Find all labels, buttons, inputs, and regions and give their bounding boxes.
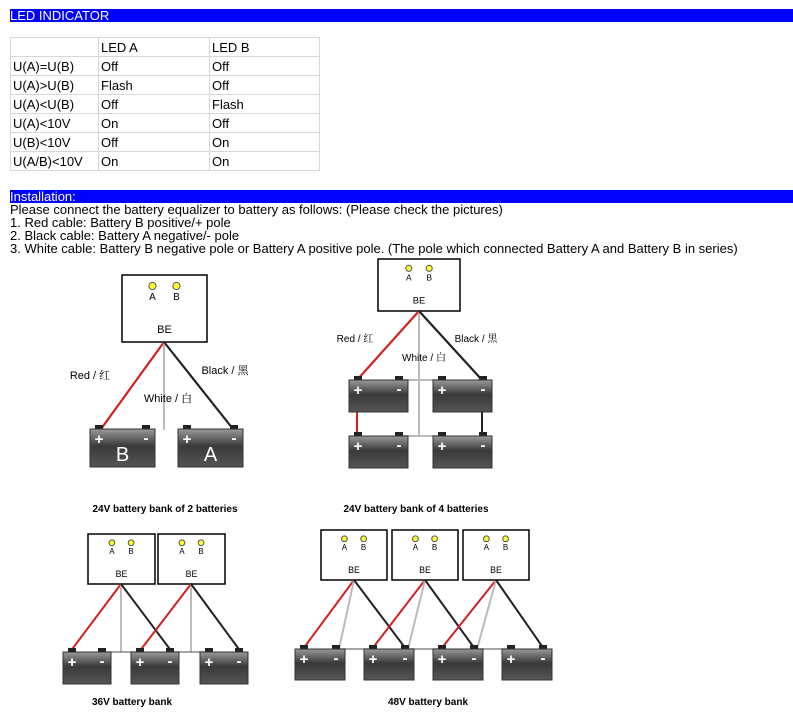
led-b-state-cell: Off <box>210 57 320 76</box>
positive-terminal-label: + <box>299 651 309 668</box>
led-a-indicator <box>406 265 412 271</box>
battery <box>364 645 414 680</box>
led-b-label: B <box>360 543 367 552</box>
battery <box>349 432 408 468</box>
condition-cell: U(B)<10V <box>11 133 99 152</box>
led-b-indicator <box>361 536 367 542</box>
condition-cell: U(A)>U(B) <box>11 76 99 95</box>
led-b-state-cell: Flash <box>210 95 320 114</box>
negative-terminal-label: - <box>99 653 105 670</box>
negative-terminal-label: - <box>167 653 173 670</box>
battery <box>502 645 552 680</box>
positive-terminal-label: + <box>67 654 77 671</box>
positive-terminal-label: + <box>135 654 145 671</box>
instruction-red-cable: 1. Red cable: Battery B positive/+ pole <box>10 215 231 230</box>
caption-24v-2-batteries: 24V battery bank of 2 batteries <box>92 504 238 515</box>
led-a-state-cell: Off <box>99 95 210 114</box>
negative-terminal-label: - <box>471 650 477 667</box>
led-a-indicator <box>179 540 185 546</box>
led-a-label: A <box>412 543 419 552</box>
led-b-state-cell: Off <box>210 76 320 95</box>
positive-terminal-label: + <box>353 382 363 399</box>
battery-equalizer <box>158 534 225 584</box>
table-header-cell: LED A <box>99 38 210 57</box>
led-b-label: B <box>431 543 438 552</box>
white-wire-label: White / 白 <box>402 353 446 364</box>
positive-terminal-label: + <box>94 431 104 448</box>
equalizer-label: BE <box>490 564 502 575</box>
battery-equalizer <box>122 275 207 342</box>
equalizer-label: BE <box>348 564 360 575</box>
table-header-cell: LED B <box>210 38 320 57</box>
led-b-state-cell: Off <box>210 114 320 133</box>
led-b-label: B <box>198 547 204 556</box>
positive-terminal-label: + <box>437 382 447 399</box>
condition-cell: U(A/B)<10V <box>11 152 99 171</box>
led-b-indicator <box>432 536 438 542</box>
led-a-label: A <box>341 543 348 552</box>
condition-cell: U(A)=U(B) <box>11 57 99 76</box>
led-a-label: A <box>179 547 185 556</box>
battery-equalizer <box>392 530 458 580</box>
battery <box>131 648 179 684</box>
black-wire <box>419 311 482 380</box>
battery-letter: B <box>115 444 130 466</box>
white-wire-label: White / 白 <box>143 393 193 405</box>
positive-terminal-label: + <box>437 651 447 668</box>
condition-cell: U(A)<10V <box>11 114 99 133</box>
equalizer-label: BE <box>185 568 198 579</box>
battery <box>178 425 243 467</box>
negative-terminal-label: - <box>333 650 339 667</box>
battery <box>433 432 492 468</box>
led-a-label: A <box>405 272 412 283</box>
red-wire-label: Red / 红 <box>336 334 374 345</box>
negative-terminal-label: - <box>231 430 237 447</box>
led-a-state-cell: On <box>99 152 210 171</box>
battery <box>63 648 111 684</box>
led-b-label: B <box>502 543 509 552</box>
instruction-black-cable: 2. Black cable: Battery A negative/- pole <box>10 228 240 243</box>
installation-heading: Installation: <box>10 190 793 203</box>
negative-terminal-label: - <box>236 653 242 670</box>
condition-cell: U(A)<U(B) <box>11 95 99 114</box>
led-b-state-cell: On <box>210 152 320 171</box>
black-wire-label: Black / 黑 <box>454 334 498 345</box>
led-b-indicator <box>426 265 432 271</box>
led-b-indicator <box>173 282 180 289</box>
positive-terminal-label: + <box>204 654 214 671</box>
instruction-white-cable: 3. White cable: Battery B negative pole or Battery A positive pole. (The pole which connected Battery A and Battery B in series) <box>10 241 738 256</box>
equalizer-label: BE <box>419 564 431 575</box>
led-a-state-cell: Off <box>99 133 210 152</box>
red-wire <box>101 342 164 429</box>
battery <box>433 376 492 412</box>
led-a-label: A <box>149 292 156 303</box>
positive-terminal-label: + <box>506 651 516 668</box>
led-a-indicator <box>484 536 490 542</box>
led-a-indicator <box>413 536 419 542</box>
negative-terminal-label: - <box>540 650 546 667</box>
caption-24v-4-batteries: 24V battery bank of 4 batteries <box>343 504 489 515</box>
led-a-indicator <box>109 540 115 546</box>
battery <box>200 648 248 684</box>
negative-terminal-label: - <box>396 437 402 454</box>
red-wire <box>357 311 419 380</box>
led-indicator-heading: LED INDICATOR <box>10 9 793 22</box>
black-wire <box>191 584 241 652</box>
red-wire-label: Red / 红 <box>69 370 111 382</box>
led-b-label: B <box>173 292 180 303</box>
negative-terminal-label: - <box>143 430 149 447</box>
battery-equalizer <box>88 534 155 584</box>
negative-terminal-label: - <box>402 650 408 667</box>
led-a-label: A <box>483 543 490 552</box>
led-a-state-cell: On <box>99 114 210 133</box>
positive-terminal-label: + <box>437 438 447 455</box>
black-wire <box>164 342 233 429</box>
led-b-label: B <box>426 272 433 283</box>
red-wire <box>70 584 121 652</box>
led-a-state-cell: Off <box>99 57 210 76</box>
led-b-indicator <box>198 540 204 546</box>
black-wire <box>496 580 544 649</box>
led-a-label: A <box>109 547 115 556</box>
negative-terminal-label: - <box>480 437 486 454</box>
black-wire-label: Black / 黑 <box>201 365 249 377</box>
equalizer-label: BE <box>157 324 172 336</box>
led-b-state-cell: On <box>210 133 320 152</box>
battery <box>90 425 155 467</box>
equalizer-label: BE <box>412 295 426 306</box>
led-b-indicator <box>503 536 509 542</box>
negative-terminal-label: - <box>396 381 402 398</box>
led-a-indicator <box>342 536 348 542</box>
battery <box>349 376 408 412</box>
caption-48v: 48V battery bank <box>387 697 469 708</box>
battery-letter: A <box>203 444 218 466</box>
led-b-indicator <box>128 540 134 546</box>
battery <box>295 645 345 680</box>
positive-terminal-label: + <box>368 651 378 668</box>
battery-equalizer <box>378 259 460 311</box>
caption-36v: 36V battery bank <box>91 697 173 708</box>
equalizer-label: BE <box>115 568 128 579</box>
negative-terminal-label: - <box>480 381 486 398</box>
battery-equalizer <box>321 530 387 580</box>
led-b-label: B <box>128 547 134 556</box>
instruction-intro: Please connect the battery equalizer to battery as follows: (Please check the pictures) <box>10 202 503 217</box>
led-a-state-cell: Flash <box>99 76 210 95</box>
battery-equalizer <box>463 530 529 580</box>
positive-terminal-label: + <box>353 438 363 455</box>
positive-terminal-label: + <box>182 431 192 448</box>
battery <box>433 645 483 680</box>
led-a-indicator <box>149 282 156 289</box>
